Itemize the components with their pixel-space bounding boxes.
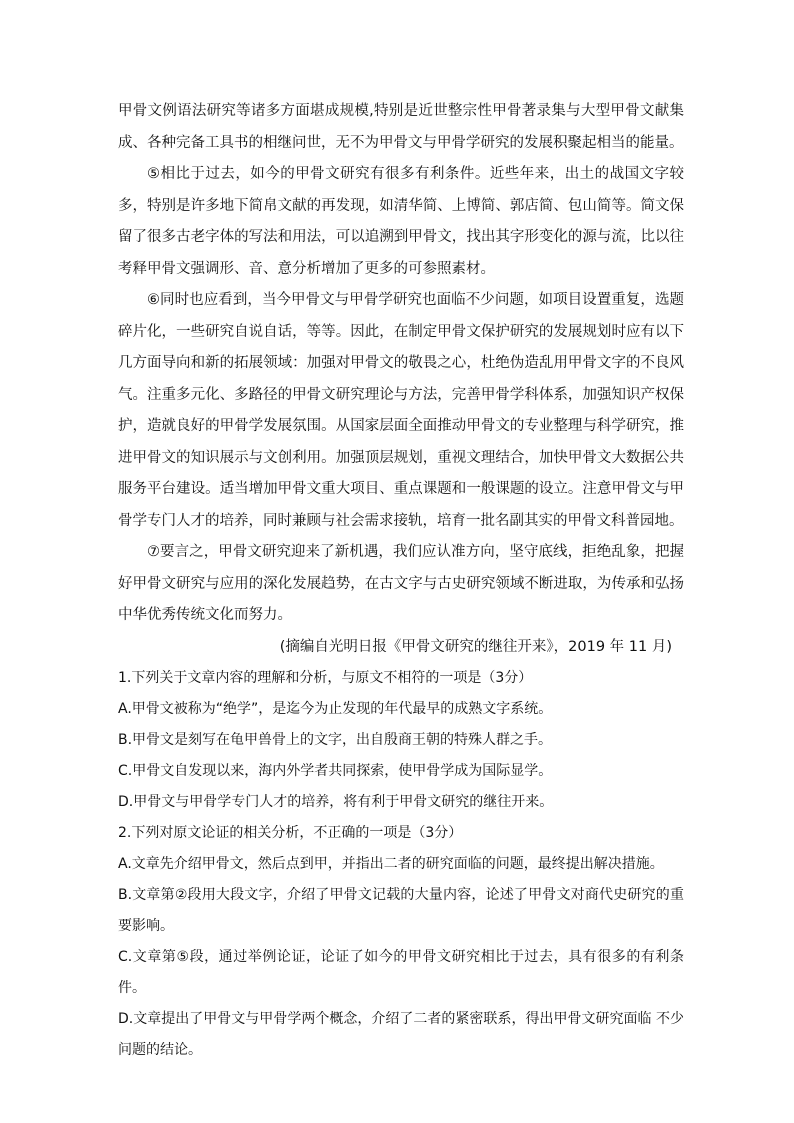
question-stem: 1.下列关于文章内容的理解和分析，与原文不相符的一项是（3分） (118, 670, 533, 686)
question-2 (118, 818, 684, 1066)
option-c: C.甲骨文自发现以来，海内外学者共同探索，使甲骨学成为国际显学。 (118, 763, 553, 779)
option-d: D.甲骨文与甲骨学专门人才的培养，将有利于甲骨文研究的继往开来。 (118, 794, 554, 810)
option-b: B.甲骨文是刻写在龟甲兽骨上的文字，出自殷商王朝的特殊人群之手。 (118, 732, 553, 748)
question-stem: 2.下列对原文论证的相关分析，不正确的一项是（3分） (118, 825, 463, 841)
paragraph-6: ⑥同时也应看到，当今甲骨文与甲骨学研究也面临不少问题，如项目设置重复，选题碎片化，一些研究自说自话，等等。因此，在制定甲骨文保护研究的发展规划时应有以下 几方面导向和新的拓展领域：加强对甲骨文的敬畏之心，杜绝伪造乱用甲骨文字的不良风气。注重多元化、多路径的甲骨文研究理论与方法，完善甲骨学科体系，加强知识产权保护，造就良好的甲骨学发展氛围。从国家层面全面推动甲骨文的专业整理与科学研究，推进甲骨文的知识展示与文创利用。加强顶层规划，重视文理结合，加快甲骨文大数据公共服务平台建设。适当增加甲骨文重大项目、重点课题和一般课题的设立。注意甲骨文与甲骨学专门人才的培养，同时兼顾与社会需求接轨，培育一批名副其实的甲骨文科普园地。 (118, 292, 684, 529)
option-a: A.文章先介绍甲骨文，然后点到甲，并指出二者的研究面临的问题，最终提出解决措施。 (118, 856, 664, 872)
article-body (118, 96, 684, 1066)
paragraph-5: ⑤相比于过去，如今的甲骨文研究有很多有利条件。近些年来，出土的战国文字较多，特别是许多地下简帛文献的再发现，如清华简、上博简、郭店简、包山简等。简文保留了很多古老字体的写法和用法，可以追溯到甲骨文，找出其字形变化的源与流，比以往考释甲骨文强调形、音、意分析增加了更多的可参照素材。 (118, 166, 684, 277)
question-1 (118, 663, 684, 818)
option-a: A.甲骨文被称为“绝学”，是迄今为止发现的年代最早的成熟文字系统。 (118, 701, 553, 717)
option-c: C.文章第⑤段，通过举例论证，论证了如今的甲骨文研究相比于过去，具有很多的有利条件。 (118, 949, 684, 996)
paragraph-7: ⑦要言之，甲骨文研究迎来了新机遇，我们应认准方向，坚守底线，拒绝乱象，把握好甲骨文研究与应用的深化发展趋势，在古文字与古史研究领域不断进取，为传承和弘扬中华优秀传统文化而努力。 (118, 544, 684, 623)
source-citation: (摘编自光明日报《甲骨文研究的继往开来》，2019 年 11 月) (279, 638, 672, 655)
option-b: B.文章第②段用大段文字，介绍了甲骨文记载的大量内容，论述了甲骨文对商代史研究的重要影响。 (118, 887, 684, 934)
option-d: D.文章提出了甲骨文与甲骨学两个概念，介绍了二者的紧密联系，得出甲骨文研究面临 不少问题的结论。 (118, 1011, 684, 1058)
paragraph-continued: 甲骨文例语法研究等诸多方面堪成规模,特别是近世整宗性甲骨著录集与大型甲骨文献集成、各种完备工具书的相继问世，无不为甲骨文与甲骨学研究的发展积聚起相当的能量。 (118, 103, 684, 151)
